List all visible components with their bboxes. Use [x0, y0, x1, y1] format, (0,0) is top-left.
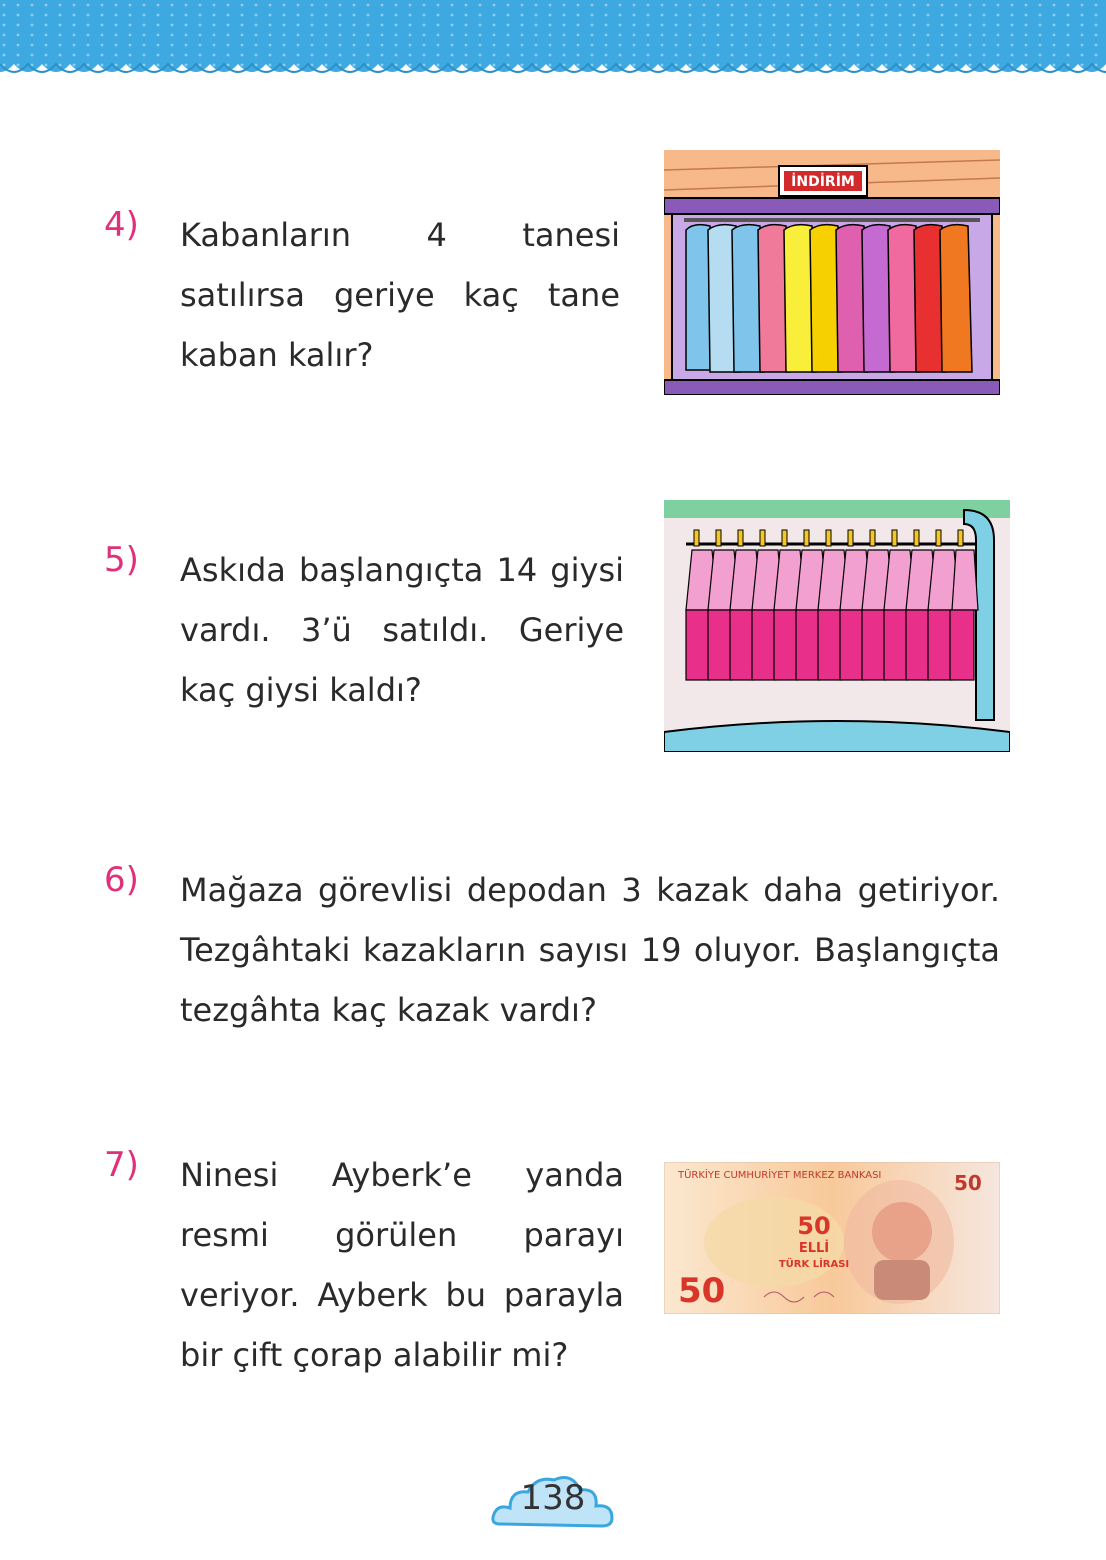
clothes-rack-illustration: [664, 500, 1010, 752]
question-5: [104, 540, 624, 730]
question-number: 4): [104, 205, 139, 245]
coat-rack-illustration: [664, 150, 1000, 395]
question-text: Ninesi Ayberk’e yanda resmi görülen parayı veriyor. Ayberk bu parayla bir çift çorap alabilir mi?: [180, 1156, 624, 1374]
question-text: Askıda başlangıçta 14 giysi vardı. 3’ü satıldı. Geriye kaç giysi kaldı?: [180, 551, 624, 709]
question-number: 7): [104, 1145, 139, 1185]
value-top-right: 50: [954, 1171, 982, 1195]
sale-sign-text: İNDİRİM: [791, 174, 855, 190]
value-words: ELLİ: [798, 1241, 830, 1256]
question-6: [104, 860, 1004, 1050]
page-number: 138: [520, 1478, 586, 1518]
banknote-50-lira: [664, 1162, 1000, 1314]
currency-name: TÜRK LİRASI: [778, 1259, 850, 1270]
question-4: [104, 205, 624, 374]
question-text: Kabanların 4 tanesi satılırsa geriye kaç tane kaban kalır?: [180, 216, 620, 374]
value-center: 50: [797, 1212, 831, 1240]
bank-name: TÜRKİYE CUMHURİYET MERKEZ BANKASI: [678, 1170, 882, 1181]
question-text: Mağaza görevlisi depodan 3 kazak daha getiriyor. Tezgâhtaki kazakların sayısı 19 oluyor. Başlangıçta tezgâhta kaç kazak vardı?: [180, 871, 1000, 1029]
question-number: 5): [104, 540, 139, 580]
page-number-badge: [490, 1468, 616, 1532]
header-wave-band: [0, 0, 1106, 90]
question-number: 6): [104, 860, 139, 900]
question-7: [104, 1145, 624, 1395]
value-bottom-left: 50: [678, 1271, 726, 1311]
